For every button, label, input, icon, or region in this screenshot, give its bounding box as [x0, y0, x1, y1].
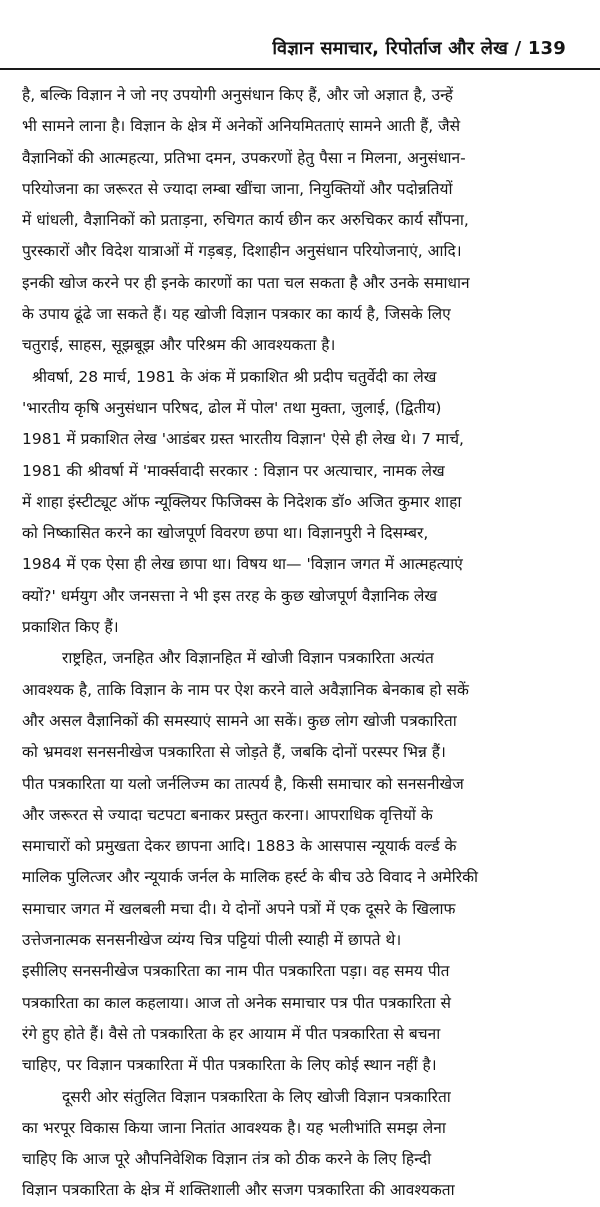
text-line: 1981 में प्रकाशित लेख 'आडंबर ग्रस्त भारतीय विज्ञान' ऐसे ही लेख थे। 7 मार्च, [22, 430, 464, 449]
text-line: आवश्यक है, ताकि विज्ञान के नाम पर ऐश करने वाले अवैज्ञानिक बेनकाब हो सकें [22, 680, 469, 699]
text-line: पीत पत्रकारिता या यलो जर्नलिज्म का तात्पर्य है, किसी समाचार को सनसनीखेज [22, 774, 464, 793]
running-header [272, 36, 566, 60]
text-line: चतुराई, साहस, सूझबूझ और परिश्रम की आवश्यकता है। [22, 336, 336, 355]
text-line: और असल वैज्ञानिकों की समस्याएं सामने आ सकें। कुछ लोग खोजी पत्रकारिता [22, 711, 457, 730]
text-line: परियोजना का जरूरत से ज्यादा लम्बा खींचा जाना, नियुक्तियों और पदोन्नतियों [22, 179, 453, 198]
header-separator: / [514, 38, 522, 59]
text-line: 'भारतीय कृषि अनुसंधान परिषद, ढोल में पोल' तथा मुक्ता, जुलाई, (द्वितीय) [22, 398, 442, 417]
text-line: वैज्ञानिकों की आत्महत्या, प्रतिभा दमन, उपकरणों हेतु पैसा न मिलना, अनुसंधान- [22, 148, 466, 167]
text-line: चाहिए कि आज पूरे औपनिवेशिक विज्ञान तंत्र को ठीक करने के लिए हिन्दी [22, 1150, 432, 1169]
text-line: 1981 की श्रीवर्षा में 'मार्क्सवादी सरकार : विज्ञान पर अत्याचार, नामक लेख [22, 461, 445, 480]
text-line: दूसरी ओर संतुलित विज्ञान पत्रकारिता के लिए खोजी विज्ञान पत्रकारिता [62, 1087, 451, 1106]
text-line: समाचारों को प्रमुखता देकर छापना आदि। 1883 के आसपास न्यूयार्क वर्ल्ड के [22, 837, 457, 856]
header-rule [0, 68, 600, 70]
text-line: को निष्कासित करने का खोजपूर्ण विवरण छपा था। विज्ञानपुरी ने दिसम्बर, [22, 524, 429, 543]
text-line: पत्रकारिता का काल कहलाया। आज तो अनेक समाचार पत्र पीत पत्रकारिता से [22, 993, 452, 1012]
text-line: रंगे हुए होते हैं। वैसे तो पत्रकारिता के हर आयाम में पीत पत्रकारिता से बचना [22, 1024, 441, 1043]
text-line: इनकी खोज करने पर ही इनके कारणों का पता चल सकता है और उनके समाधान [22, 273, 470, 292]
text-line: क्यों?' धर्मयुग और जनसत्ता ने भी इस तरह के कुछ खोजपूर्ण वैज्ञानिक लेख [22, 586, 438, 605]
paragraph [22, 80, 578, 362]
text-line: पुरस्कारों और विदेश यात्राओं में गड़बड़, दिशाहीन अनुसंधान परियोजनाएं, आदि। [22, 242, 462, 261]
text-line: है, बल्कि विज्ञान ने जो नए उपयोगी अनुसंधान किए हैं, और जो अज्ञात है, उन्हें [22, 86, 453, 104]
paragraph [22, 1082, 578, 1207]
text-line: प्रकाशित किए हैं। [22, 618, 119, 637]
paragraph [22, 362, 578, 644]
text-line: का भरपूर विकास किया जाना नितांत आवश्यक है। यह भलीभांति समझ लेना [22, 1118, 446, 1137]
paragraph [22, 643, 578, 1081]
body-text [22, 80, 578, 1207]
text-line: के उपाय ढूंढे जा सकते हैं। यह खोजी विज्ञान पत्रकार का कार्य है, जिसके लिए [22, 305, 451, 324]
text-line: समाचार जगत में खलबली मचा दी। ये दोनों अपने पत्रों में एक दूसरे के खिलाफ [22, 899, 456, 918]
text-line: इसीलिए सनसनीखेज पत्रकारिता का नाम पीत पत्रकारिता पड़ा। वह समय पीत [22, 962, 450, 981]
text-line: और जरूरत से ज्यादा चटपटा बनाकर प्रस्तुत करना। आपराधिक वृत्तियों के [22, 805, 433, 824]
text-line: श्रीवर्षा, 28 मार्च, 1981 के अंक में प्रकाशित श्री प्रदीप चतुर्वेदी का लेख [32, 367, 437, 386]
text-line: में शाहा इंस्टीट्यूट ऑफ न्यूक्लियर फिजिक्स के निदेशक डॉ० अजित कुमार शाहा [22, 492, 462, 511]
text-line: में धांधली, वैज्ञानिकों को प्रताड़ना, रुचिगत कार्य छीन कर अरुचिकर कार्य सौंपना, [22, 211, 469, 230]
text-line: मालिक पुलित्जर और न्यूयार्क जर्नल के मालिक हर्स्ट के बीच उठे विवाद ने अमेरिकी [22, 868, 478, 887]
text-line: चाहिए, पर विज्ञान पत्रकारिता में पीत पत्रकारिता के लिए कोई स्थान नहीं है। [22, 1056, 437, 1075]
page-number: 139 [527, 38, 566, 59]
text-line: उत्तेजनात्मक सनसनीखेज व्यंग्य चित्र पट्टियां पीली स्याही में छापते थे। [22, 931, 402, 950]
text-line: को भ्रमवश सनसनीखेज पत्रकारिता से जोड़ते हैं, जबकि दोनों परस्पर भिन्न हैं। [22, 743, 446, 762]
text-line: 1984 में एक ऐसा ही लेख छापा था। विषय था— 'विज्ञान जगत में आत्महत्याएं [22, 555, 463, 574]
text-line: भी सामने लाना है। विज्ञान के क्षेत्र में अनेकों अनियमितताएं सामने आती हैं, जैसे [22, 117, 461, 136]
text-line: विज्ञान पत्रकारिता के क्षेत्र में शक्तिशाली और सजग पत्रकारिता की आवश्यकता [22, 1181, 455, 1200]
running-title: विज्ञान समाचार, रिपोर्ताज और लेख [272, 38, 509, 59]
text-line: राष्ट्रहित, जनहित और विज्ञानहित में खोजी विज्ञान पत्रकारिता अत्यंत [62, 649, 434, 668]
